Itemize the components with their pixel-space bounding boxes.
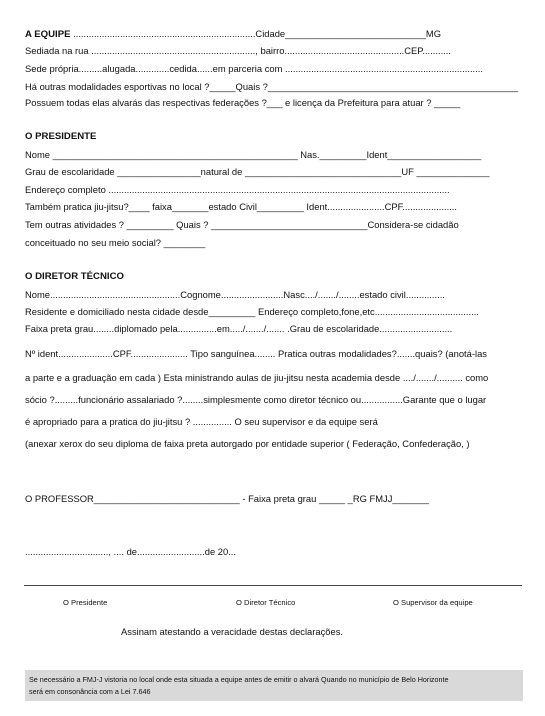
presidente-social-field[interactable]: conceituado no seu meio social? ________ xyxy=(25,237,206,248)
professor-field[interactable]: O PROFESSOR____________________________ - Faixa preta grau _____ _RG FMJJ_______ xyxy=(25,493,429,504)
diretor-diploma-note: (anexar xerox do seu diploma de faixa preta autorgado por entidade superior ( Federação, Confederação, ) xyxy=(25,438,470,449)
equipe-modalities-field[interactable]: Há outras modalidades esportivas no local ?_____Quais ?________________________________________________ xyxy=(25,81,519,92)
equipe-line-1 xyxy=(25,28,441,41)
equipe-city-field[interactable]: ......................................................................Cidade___________________________MG xyxy=(70,28,442,39)
equipe-permits-field[interactable]: Possuem todas elas alvarás das respectivas federações ?___ e licença da Prefeitura para atuar ? _____ xyxy=(25,97,461,108)
diretor-belt-field[interactable]: Faixa preta grau........diplomado pela...............em...../......./....... .Grau de escolaridade............................ xyxy=(25,323,453,334)
signature-supervisor: O Supervisor da equipe xyxy=(393,598,473,607)
equipe-address-field[interactable]: Sediada na rua ..............................................................., bairro..............................................CEP........... xyxy=(25,45,452,56)
date-field[interactable]: ................................, .... de..........................de 20... xyxy=(25,546,237,557)
diretor-heading: O DIRETOR TÉCNICO xyxy=(25,271,124,282)
presidente-address-field[interactable]: Endereço completo ................................................................................................................................... xyxy=(25,184,450,195)
presidente-name-field[interactable]: Nome _______________________________________________ Nas._________Ident__________________ xyxy=(25,149,482,160)
presidente-jiujitsu-field[interactable]: Também pratica jiu-jitsu?____ faixa_______estado Civil_________ Ident......................CPF..................... xyxy=(25,201,457,212)
diretor-suitability-field[interactable]: é apropriado para a pratica do jiu-jitsu ? ............... O seu supervisor e da equipe será xyxy=(25,416,378,427)
footer-line-2: será em consonância com a Lei 7.646 xyxy=(29,687,151,696)
footer-line-1: Se necessário a FMJ-J vistoria no local onde esta situada a equipe antes de emitir o alvará Quando no município de Belo Horizonte xyxy=(29,675,449,684)
footer-note xyxy=(25,670,523,701)
presidente-activities-field[interactable]: Tem outras atividades ? _________ Quais ? ______________________________Considera-se cidadão xyxy=(25,219,459,230)
presidente-education-field[interactable]: Grau de escolaridade ________________natural de ______________________________UF ______________ xyxy=(25,166,490,177)
equipe-heading: A EQUIPE xyxy=(25,29,71,40)
diretor-graduation-field[interactable]: a parte e a graduação em cada ) Esta ministrando aulas de jiu-jitsu nesta academia desde ..../......./.......... como xyxy=(25,372,489,383)
diretor-name-field[interactable]: Nome..................................................Cognome........................Nasc..../......./........estado civil............... xyxy=(25,289,445,300)
diretor-residence-field[interactable]: Residente e domiciliado nesta cidade desde_________ Endereço completo,fone,etc........................................ xyxy=(25,306,479,317)
presidente-heading: O PRESIDENTE xyxy=(25,131,97,142)
diretor-role-field[interactable]: sócio ?.........funcionário assalariado ?........simplesmente como diretor técnico ou................Garante que o lugar xyxy=(25,394,487,405)
signature-diretor: O Diretor Técnico xyxy=(236,598,296,607)
attest-text: Assinam atestando a veracidade destas declarações. xyxy=(121,626,344,637)
equipe-location-field[interactable]: Sede própria.........alugada.............cedida......em parceria com ............................................................................ xyxy=(25,63,483,74)
signature-presidente: O Presidente xyxy=(63,598,108,607)
signature-line xyxy=(24,585,522,586)
diretor-id-field[interactable]: Nº ident.....................CPF...................... Tipo sanguínea........ Pratica outras modalidades?.......quais? (anotá-las xyxy=(25,348,487,359)
